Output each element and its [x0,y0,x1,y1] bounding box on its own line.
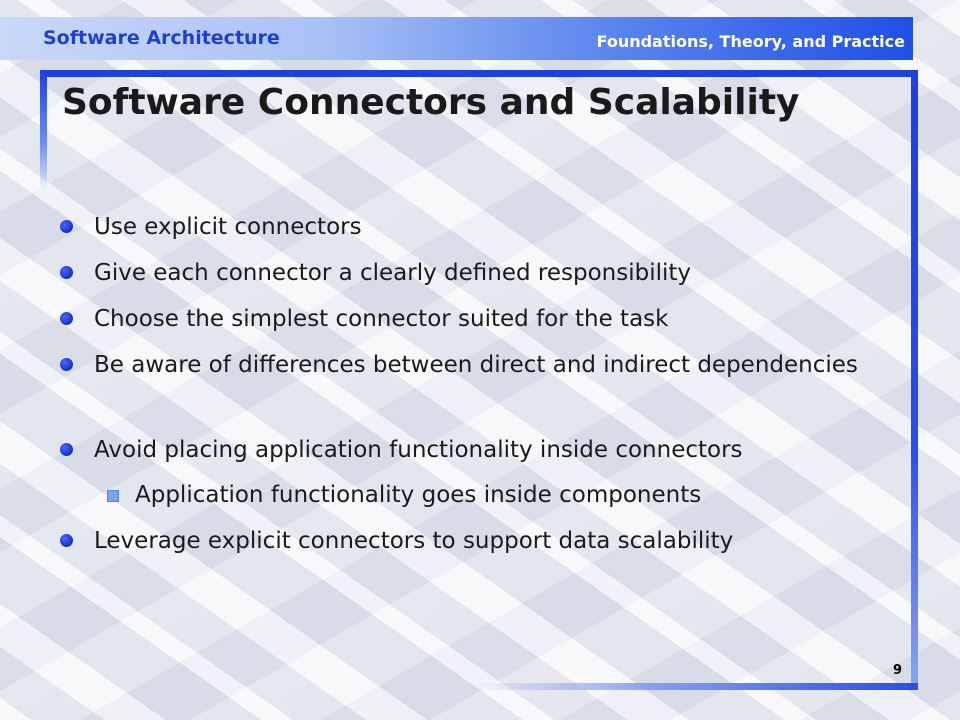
bullet-dot-icon [60,443,73,456]
bullet-item [94,433,894,467]
slide-title: Software Connectors and Scalability [62,82,800,123]
bullet-text: Avoid placing application functionality inside connectors [94,437,743,463]
bullet-item [94,524,894,558]
course-title: Software Architecture [43,27,280,49]
bullet-item [94,302,894,336]
bullet-text: Be aware of differences between direct and indirect dependencies [94,352,858,378]
frame-top-border [40,70,918,77]
bullet-text: Give each connector a clearly defined responsibility [94,260,692,286]
page-number: 9 [892,663,902,678]
bullet-dot-icon [60,312,73,325]
bullet-text: Choose the simplest connector suited for the task [94,306,669,332]
frame-right-border [911,70,918,690]
bullet-item [94,348,864,382]
sub-bullet-item [135,478,895,512]
bullet-dot-icon [60,358,73,371]
bullet-text: Leverage explicit connectors to support data scalability [94,528,734,554]
bullet-dot-icon [60,534,73,547]
sub-bullet-text: Application functionality goes inside components [135,482,702,508]
book-subtitle: Foundations, Theory, and Practice [596,32,905,51]
bullet-dot-icon [60,220,73,233]
bullet-item [94,210,894,244]
bullet-text: Use explicit connectors [94,214,362,240]
bullet-item [94,256,894,290]
diamond-bullet-icon [107,490,119,502]
frame-bottom-border [470,683,918,690]
bullet-dot-icon [60,266,73,279]
frame-left-border [40,70,47,190]
